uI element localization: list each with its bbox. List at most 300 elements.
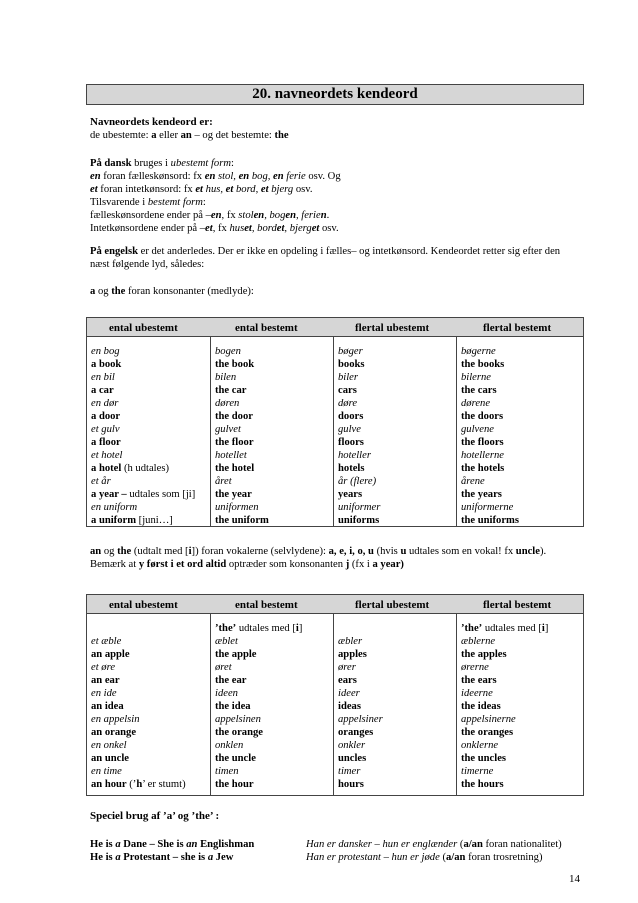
text-run: udtales som [ji] [126,489,196,500]
text-run: foran nationalitet) [482,839,562,850]
konsonanter-text [90,285,582,298]
table-cell [461,687,548,700]
table-cell [91,371,195,384]
text-run: , fx [221,210,239,221]
text-run: udtales som en vokal! fx [406,546,516,557]
text-run: a [90,286,96,297]
text-run: Han er dansker – hun er englænder [306,839,458,850]
text-run: gulvet [215,424,241,435]
table-cell [338,436,380,449]
text-run: ). [539,546,547,557]
text-run: en bog [91,346,120,357]
text-run: ører [338,662,356,673]
table1-body [86,337,584,527]
table-cell [91,397,195,410]
text-run: stol [238,210,254,221]
table-cell [338,726,383,739]
text-run: hours [338,779,364,790]
page-title: 20. navneordets kendeord [86,84,584,105]
text-run: a book [91,359,122,370]
vokaler-section [90,545,582,571]
table-cell [215,371,269,384]
table-cell [215,752,302,765]
table-cell [215,488,269,501]
table-cell [215,358,269,371]
table-cell [215,661,302,674]
text-run: er det anderledes. Der er ikke en opdeling i fælles– og intetkønsord. Kendeordet retter sig efter den [137,246,561,257]
table-cell [215,462,269,475]
table-cell [215,397,269,410]
table-cell [91,739,186,752]
table1-header-col1: ental ubestemt [109,322,178,334]
text-run: og [101,546,118,557]
text-run: a [151,130,157,141]
table-cell [338,410,380,423]
text-run: , [295,210,302,221]
text-run: apples [338,649,367,660]
text-run: et [311,223,320,234]
text-run: ’the’ [461,623,483,634]
text-run: ] [544,623,549,634]
table2-col-ental-bestemt [215,622,302,791]
text-run: timer [338,766,361,777]
text-run: en onkel [91,740,127,751]
text-run: an [186,839,198,850]
text-run: – og det bestemte: [191,130,275,141]
text-run: (fx i [349,559,373,570]
table-cell [91,436,195,449]
table-cell [338,423,380,436]
text-run: Englishman [197,839,255,850]
text-run: a uniform [91,515,137,526]
table-cell [461,397,519,410]
text-run: bilerne [461,372,492,383]
text-run: a [115,852,121,863]
table-cell [91,488,195,501]
text-run: en [90,171,101,182]
text-run: onkler [338,740,366,751]
text-run: , [284,223,290,234]
text-run: onklen [215,740,244,751]
table1-divider [456,337,457,526]
table-cell [461,648,548,661]
speciel-example-da [306,851,543,864]
table-cell [91,778,186,791]
text-run: eller [156,130,181,141]
dansk-section [90,157,582,235]
table-cell [215,765,302,778]
text-run: doors [338,411,364,422]
text-line [90,258,582,271]
text-run: år (flere) [338,476,377,487]
table1-header [86,317,584,337]
table-cell [91,423,195,436]
table-cell [338,765,383,778]
table-cell [461,622,548,635]
table1-header-col2: ental bestemt [235,322,298,334]
text-run: uniformer [338,502,381,513]
text-run: the uniforms [461,515,519,526]
text-run: de ubestemte: [90,130,152,141]
text-run: (hvis [373,546,401,557]
table-cell [461,752,548,765]
text-run: the hotels [461,463,505,474]
text-run: a [207,852,214,863]
table-cell [91,713,186,726]
text-run: timen [215,766,239,777]
text-line [90,157,582,170]
table2-divider [456,614,457,795]
table-cell [461,713,548,726]
text-run: appelsiner [338,714,383,725]
text-run: udtales med [ [482,623,542,634]
table-cell [215,501,269,514]
table-cell [338,700,383,713]
table2-col-ental-ubestemt [91,622,186,791]
text-run: , [251,223,258,234]
text-run: bord, [233,184,261,195]
table-cell [338,648,383,661]
table-cell [338,514,380,527]
table-cell [215,449,269,462]
text-run: the car [215,385,247,396]
text-run: et [90,184,98,195]
table-cell [91,674,186,687]
table-cell [461,726,548,739]
text-run: the orange [215,727,263,738]
table-cell [461,674,548,687]
text-run: a year) [372,559,404,570]
text-run: foran konsonanter (medlyde): [125,286,254,297]
text-run: a floor [91,437,121,448]
text-run: ( [439,852,446,863]
table-cell [91,410,195,423]
table-cell [215,475,269,488]
table-cell [338,622,383,635]
table-cell [215,410,269,423]
table-cell [91,501,195,514]
table-cell [461,778,548,791]
text-run: i [541,623,545,634]
table-cell [215,726,302,739]
page-number: 14 [569,873,580,885]
table1-col-flertal-bestemt [461,345,519,527]
text-run: y først i et ord altid [138,559,227,570]
table-cell [461,635,548,648]
text-run: ideerne [461,688,493,699]
text-run: , [264,210,270,221]
table1-col-ental-ubestemt [91,345,195,527]
text-run: an ear [91,675,120,686]
text-run: uncles [338,753,367,764]
table-cell [91,635,186,648]
text-run: the book [215,359,255,370]
text-run: foran intetkønsord: fx [97,184,196,195]
table-cell [338,661,383,674]
table1-divider [210,337,211,526]
text-run: the hour [215,779,254,790]
table-cell [461,501,519,514]
table-cell [91,475,195,488]
text-run: a door [91,411,121,422]
text-run: en bil [91,372,115,383]
table-cell [215,622,302,635]
text-run: the door [215,411,253,422]
text-run: et æble [91,636,122,647]
text-run: the hours [461,779,504,790]
table-cell [338,778,383,791]
text-run: et år [91,476,111,487]
text-run: oranges [338,727,374,738]
text-run: bjerg [289,223,312,234]
text-run: appelsinerne [461,714,516,725]
table-cell [461,410,519,423]
text-run: hotels [338,463,365,474]
table-cell [215,423,269,436]
text-run: books [338,359,365,370]
text-run: en [210,210,222,221]
text-run: bøgerne [461,346,496,357]
text-run: Bemærk at [90,559,139,570]
text-run: bord [257,223,277,234]
table2-header [86,594,584,614]
text-run: æbler [338,636,363,647]
table-cell [461,371,519,384]
text-run: en uniform [91,502,138,513]
text-run: years [338,489,363,500]
text-run: et [225,184,234,195]
table-cell [461,700,548,713]
text-run: u [400,546,407,557]
table-cell [91,752,186,765]
text-run: the oranges [461,727,514,738]
text-run: æblet [215,636,238,647]
text-run: osv. [319,223,339,234]
table-cell [91,687,186,700]
text-run: et [195,184,203,195]
table-cell [91,462,195,475]
text-run: [juni…] [136,515,173,526]
text-run: året [215,476,232,487]
text-run: a hotel [91,463,122,474]
text-line [90,222,582,235]
text-run: an apple [91,649,130,660]
table2-divider [210,614,211,795]
text-run: an idea [91,701,124,712]
text-run: dørene [461,398,491,409]
text-line [90,545,582,558]
table2-col-flertal-bestemt [461,622,548,791]
text-run: uniforms [338,515,380,526]
table1-col-flertal-ubestemt [338,345,380,527]
table2-header-col2: ental bestemt [235,599,298,611]
table-cell [338,462,380,475]
text-run: På engelsk [90,246,138,257]
text-run: the floor [215,437,254,448]
table2-body [86,614,584,796]
table-cell [338,501,380,514]
text-run: the ears [461,675,497,686]
table1-header-col4: flertal bestemt [483,322,552,334]
intro-line [90,129,582,142]
text-run: biler [338,372,359,383]
table-cell [215,700,302,713]
text-run: a, e, i, o, u [328,546,374,557]
text-run: , fx [212,223,230,234]
text-run: the apples [461,649,507,660]
text-run: the hotel [215,463,255,474]
text-run: gulvene [461,424,494,435]
text-run: an [180,130,192,141]
text-run: ears [338,675,357,686]
text-run: h [136,779,143,790]
text-run: a/an [445,852,466,863]
table-cell [215,635,302,648]
text-run: døren [215,398,240,409]
text-run: ideer [338,688,360,699]
table2-header-col1: ental ubestemt [109,599,178,611]
text-run: uniformen [215,502,259,513]
table-cell [338,739,383,752]
text-run: i [188,546,192,557]
table-cell [91,726,186,739]
text-run: the idea [215,701,251,712]
table-cell [338,449,380,462]
text-run: the floors [461,437,504,448]
table-cell [461,739,548,752]
text-run: the years [461,489,502,500]
text-run: og [95,286,112,297]
table-cell [338,397,380,410]
table-cell [461,514,519,527]
text-run: ] [298,623,303,634]
text-run: næst følgende lyd, således: [90,259,205,270]
text-run: floors [338,437,364,448]
text-run: stol, [215,171,239,182]
text-run: the [274,130,289,141]
text-run: : [202,197,206,208]
text-run: ( [457,839,464,850]
text-run: en ide [91,688,117,699]
table-cell [91,622,186,635]
text-run: ideen [215,688,238,699]
table-cell [91,345,195,358]
table-cell [215,345,269,358]
text-run: the uncles [461,753,507,764]
text-run: optræder som konsonanten [226,559,346,570]
text-run: æblerne [461,636,496,647]
text-run: an [90,546,102,557]
text-run: et øre [91,662,116,673]
table-cell [215,436,269,449]
text-run: hotellerne [461,450,504,461]
text-run: et hotel [91,450,123,461]
text-run: an orange [91,727,137,738]
text-run: en [204,171,216,182]
text-run: uniformerne [461,502,514,513]
table-cell [215,384,269,397]
intro-section [90,116,582,142]
table-cell [91,700,186,713]
speciel-section [90,810,582,823]
text-run: the doors [461,411,504,422]
table-cell [461,384,519,397]
text-run: the [111,286,126,297]
text-run: et [276,223,285,234]
speciel-heading: Speciel brug af ’a’ og ’the’ : [90,810,220,822]
table-cell [91,765,186,778]
table-cell [215,674,302,687]
text-line [90,245,582,258]
text-run: På dansk [90,158,132,169]
text-run: an uncle [91,753,129,764]
text-run: osv. [293,184,313,195]
engelsk-section [90,245,582,271]
table1-header-col3: flertal ubestemt [355,322,430,334]
table-cell [338,371,380,384]
text-run: bøger [338,346,363,357]
text-run: hus [229,223,245,234]
text-run: bjerg [268,184,294,195]
text-run: (h udtales) [121,463,169,474]
text-run: en [253,210,265,221]
text-run: . [326,210,330,221]
table-cell [338,635,383,648]
text-run: the [117,546,132,557]
text-run: bestemt form [147,197,203,208]
table1-divider [333,337,334,526]
text-run: foran fælleskønsord: fx [100,171,205,182]
speciel-example-en [90,838,254,851]
text-run: et gulv [91,424,120,435]
table-cell [461,423,519,436]
text-run: en time [91,766,122,777]
table-cell [338,358,380,371]
table-cell [461,345,519,358]
text-run: ’the’ [215,623,237,634]
table-cell [338,345,380,358]
text-run: udtales med [ [236,623,296,634]
table-cell [461,358,519,371]
text-run: foran trosretning) [465,852,543,863]
text-run: : [230,158,234,169]
text-run: Intetkønsordene ender på – [90,223,206,234]
text-run: (udtalt med [ [131,546,189,557]
text-run: (’ [126,779,137,790]
table2-divider [333,614,334,795]
table-cell [215,648,302,661]
text-run: døre [338,398,358,409]
table-cell [91,648,186,661]
text-line [90,209,582,222]
text-run: cars [338,385,357,396]
text-run: årene [461,476,485,487]
text-run: en appelsin [91,714,140,725]
text-run: osv. Og [305,171,341,182]
table-cell [215,713,302,726]
text-run: en dør [91,398,119,409]
text-run: ’ er stumt) [142,779,186,790]
text-run: a car [91,385,114,396]
text-run: hus, [203,184,226,195]
table-cell [91,358,195,371]
table-cell [461,436,519,449]
text-run: hoteller [338,450,371,461]
text-run: øret [215,662,232,673]
text-run: en [273,171,284,182]
table-cell [338,752,383,765]
text-run: the ideas [461,701,501,712]
